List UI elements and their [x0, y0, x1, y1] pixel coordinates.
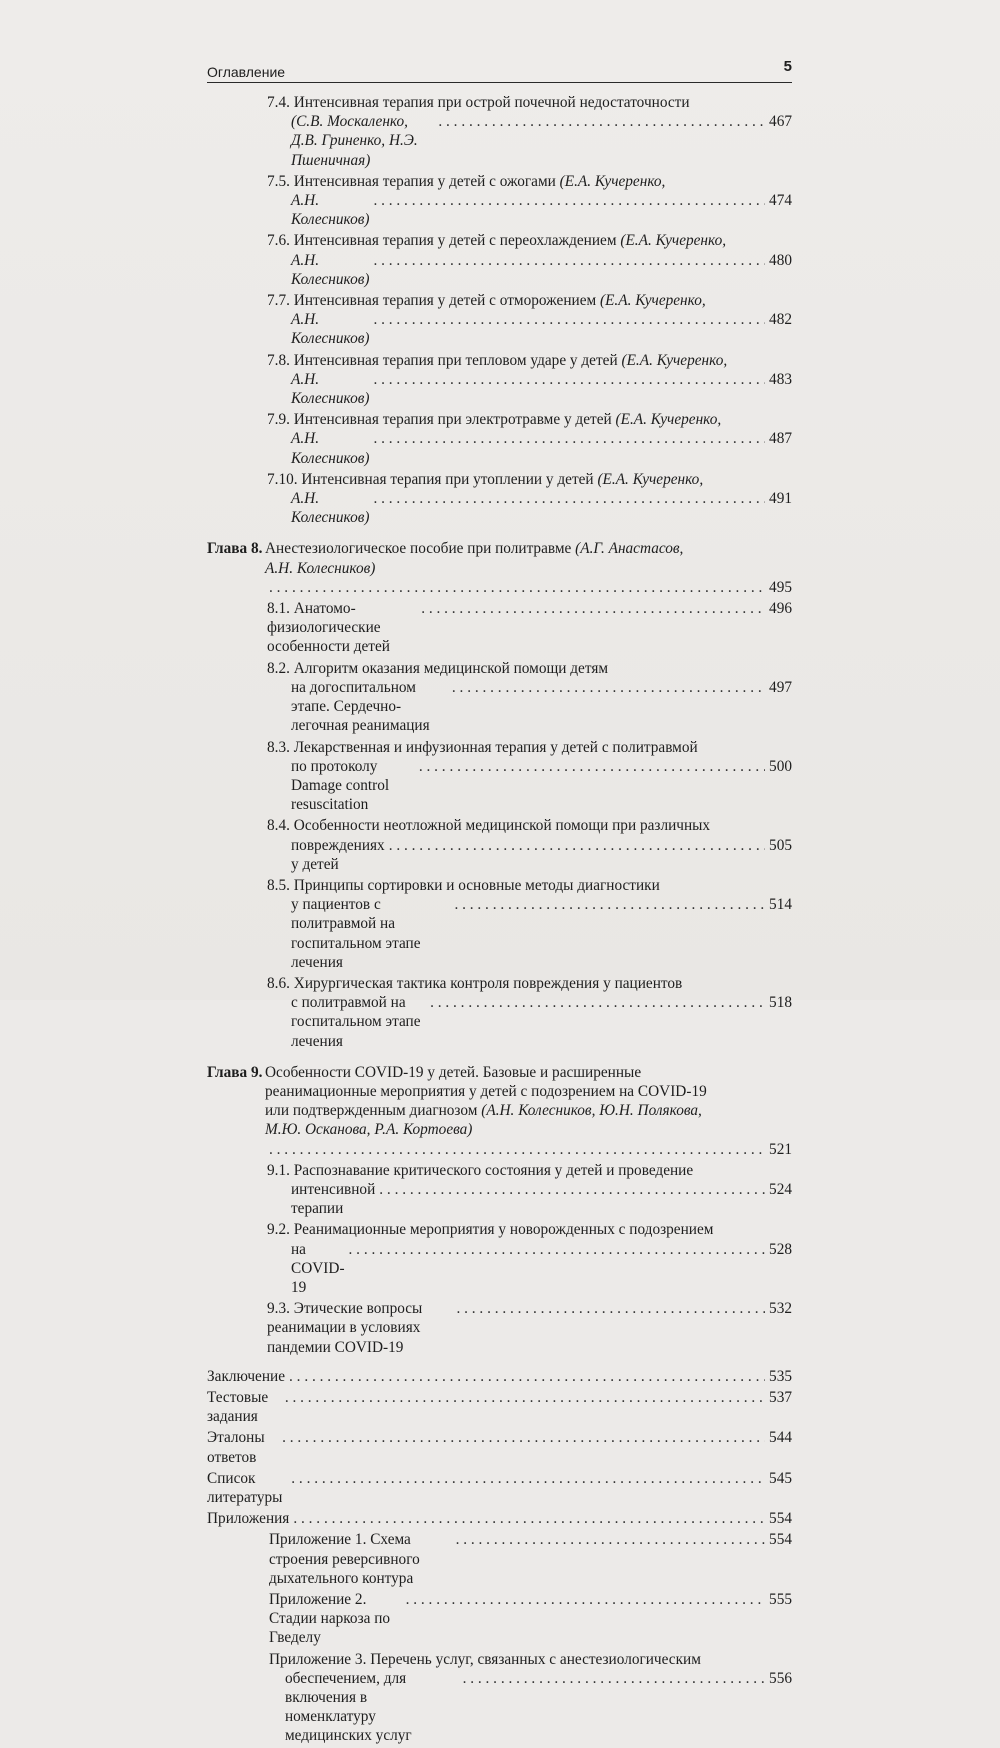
- header-title: Оглавление: [207, 64, 286, 80]
- toc-entry[interactable]: [207, 1428, 792, 1466]
- leader-dots: [454, 895, 765, 914]
- toc-entry-title: А.Н. Колесников): [291, 490, 370, 527]
- toc-entry[interactable]: [207, 1590, 792, 1648]
- leader-dots: [373, 191, 765, 210]
- toc-page-number: 496: [769, 600, 792, 618]
- toc-page-number: 495: [769, 578, 792, 596]
- running-header: [207, 58, 792, 83]
- toc-entry-line: 7.8. Интенсивная терапия при тепловом ударе у детей (Е.А. Кучеренко,: [267, 351, 728, 369]
- toc-entry[interactable]: [207, 539, 792, 597]
- toc-page-number: 544: [769, 1429, 792, 1447]
- leader-dots: [269, 578, 765, 597]
- toc-entry-title: Эталоны ответов: [207, 1429, 265, 1466]
- toc-page-number: 518: [769, 994, 792, 1012]
- toc-page-number: 537: [769, 1389, 792, 1406]
- toc-entry[interactable]: [207, 1530, 792, 1588]
- toc-entry-line: А.Н. Колесников): [265, 559, 376, 577]
- leader-dots: [373, 251, 765, 270]
- toc-entry-line: реанимационные мероприятия у детей с подозрением на COVID-19: [265, 1082, 707, 1100]
- toc-entry[interactable]: [207, 738, 792, 815]
- toc-entry-title: Список литературы: [207, 1469, 283, 1507]
- toc-page-number: 555: [769, 1591, 792, 1609]
- toc-entry[interactable]: [207, 659, 792, 736]
- toc-entry[interactable]: [207, 1650, 792, 1746]
- toc-entry[interactable]: [207, 351, 792, 409]
- toc-page-number: 532: [769, 1300, 792, 1318]
- toc-entry-line: М.Ю. Осканова, Р.А. Кортоева): [265, 1121, 473, 1139]
- leader-dots: [373, 310, 765, 329]
- toc-entry[interactable]: [207, 1220, 792, 1297]
- toc-entry-title: на догоспитальном этапе. Сердечно-легочная реанимация: [291, 678, 430, 735]
- table-of-contents: [207, 93, 792, 1748]
- toc-page-number: 500: [769, 757, 792, 775]
- toc-entry-title: Приложение 1. Схема строения реверсивного дыхательного контура: [269, 1531, 420, 1587]
- leader-dots: [373, 370, 765, 389]
- page-number: 5: [783, 58, 792, 75]
- toc-entry-title: 8.1. Анатомо-физиологические особенности детей: [267, 600, 390, 656]
- toc-entry-line: 7.4. Интенсивная терапия при острой почечной недостаточности: [267, 94, 690, 111]
- leader-dots: [291, 1469, 765, 1488]
- toc-page-number: 487: [769, 430, 792, 448]
- toc-entry-line: 7.6. Интенсивная терапия у детей с переохлаждением (Е.А. Кучеренко,: [267, 232, 727, 250]
- leader-dots: [373, 489, 765, 508]
- toc-entry-line: Анестезиологическое пособие при политравме (А.Г. Анастасов,: [265, 540, 684, 558]
- toc-entry-line: 7.9. Интенсивная терапия при электротравме у детей (Е.А. Кучеренко,: [267, 411, 722, 429]
- leader-dots: [269, 1140, 765, 1159]
- toc-page-number: 467: [769, 113, 792, 131]
- toc-entry[interactable]: [207, 876, 792, 972]
- toc-entry-line: 8.3. Лекарственная и инфузионная терапия у детей с политравмой: [267, 738, 698, 756]
- toc-page-number: 514: [769, 896, 792, 914]
- leader-dots: [456, 1299, 765, 1318]
- leader-dots: [285, 1388, 765, 1407]
- leader-dots: [421, 599, 765, 618]
- toc-page-number: 505: [769, 836, 792, 854]
- chapter-label: Глава 8.: [207, 540, 263, 558]
- toc-page-number: 524: [769, 1180, 792, 1198]
- toc-page-number: 497: [769, 678, 792, 696]
- toc-page-number: 521: [769, 1140, 792, 1158]
- toc-entry[interactable]: [207, 1367, 792, 1386]
- leader-dots: [349, 1240, 766, 1259]
- leader-dots: [463, 1669, 765, 1688]
- toc-entry[interactable]: [207, 410, 792, 468]
- toc-entry-title: по протоколу Damage control resuscitation: [291, 757, 390, 814]
- toc-page-number: 554: [769, 1531, 792, 1549]
- toc-entry[interactable]: [207, 93, 792, 170]
- toc-entry-line: Приложение 3. Перечень услуг, связанных с анестезиологическим: [269, 1650, 701, 1668]
- toc-entry-title: А.Н. Колесников): [291, 311, 370, 348]
- toc-entry-title: у пациентов с политравмой на госпитальном этапе лечения: [291, 896, 421, 971]
- toc-entry[interactable]: [207, 1299, 792, 1357]
- toc-entry-line: 8.2. Алгоритм оказания медицинской помощи детям: [267, 659, 609, 677]
- chapter-label: Глава 9.: [207, 1063, 263, 1081]
- toc-entry-title: А.Н. Колесников): [291, 251, 370, 288]
- leader-dots: [456, 1530, 765, 1549]
- toc-page-number: 545: [769, 1469, 792, 1487]
- leader-dots: [438, 112, 765, 131]
- toc-entry[interactable]: [207, 1161, 792, 1219]
- toc-entry[interactable]: [207, 1063, 792, 1159]
- leader-dots: [282, 1428, 765, 1447]
- toc-entry[interactable]: [207, 1469, 792, 1507]
- toc-page-number: 535: [769, 1367, 792, 1385]
- toc-entry-title: А.Н. Колесников): [291, 370, 370, 408]
- toc-entry[interactable]: [207, 1388, 792, 1426]
- toc-page-number: 556: [769, 1669, 792, 1687]
- leader-dots: [406, 1590, 765, 1609]
- toc-entry-line: Особенности COVID-19 у детей. Базовые и расширенные: [265, 1063, 642, 1081]
- toc-entry-line: 9.2. Реанимационные мероприятия у новорожденных с подозрением: [267, 1221, 714, 1239]
- toc-page-number: 480: [769, 251, 792, 269]
- toc-page-number: 554: [769, 1510, 792, 1528]
- toc-entry-line: 8.6. Хирургическая тактика контроля повреждения у пациентов: [267, 974, 683, 992]
- leader-dots: [430, 993, 765, 1012]
- toc-entry-line: 7.7. Интенсивная терапия у детей с отморожением (Е.А. Кучеренко,: [267, 292, 706, 310]
- toc-entry-title: обеспечением, для включения в номенклатуру медицинских услуг: [285, 1669, 412, 1745]
- toc-entry-line: 7.10. Интенсивная терапия при утоплении у детей (Е.А. Кучеренко,: [267, 470, 704, 488]
- toc-entry[interactable]: [207, 1509, 792, 1528]
- toc-entry-line: 7.5. Интенсивная терапия у детей с ожогами (Е.А. Кучеренко,: [267, 172, 666, 190]
- toc-entry-line: 8.5. Принципы сортировки и основные методы диагностики: [267, 876, 660, 894]
- toc-entry-title: Приложение 2. Стадии наркоза по Гведелу: [269, 1591, 391, 1647]
- toc-entry[interactable]: [207, 172, 792, 230]
- toc-entry-title: (С.В. Москаленко, Д.В. Гриненко, Н.Э. Пшеничная): [291, 113, 418, 169]
- toc-entry-line: 8.4. Особенности неотложной медицинской помощи при различных: [267, 817, 711, 835]
- toc-page-number: 528: [769, 1240, 792, 1258]
- toc-page-number: 482: [769, 311, 792, 329]
- toc-entry-line: 9.1. Распознавание критического состояния у детей и проведение: [267, 1161, 694, 1179]
- toc-entry-title: 9.3. Этические вопросы реанимации в условиях пандемии COVID-19: [267, 1300, 423, 1356]
- toc-entry[interactable]: [207, 599, 792, 657]
- toc-entry-line: или подтвержденным диагнозом (А.Н. Колесников, Ю.Н. Полякова,: [265, 1102, 702, 1120]
- toc-entry-title: повреждениях у детей: [291, 836, 385, 873]
- toc-entry-title: А.Н. Колесников): [291, 192, 370, 229]
- toc-entry-title: Заключение: [207, 1367, 286, 1385]
- toc-entry[interactable]: [207, 470, 792, 528]
- toc-entry-title: Приложения: [207, 1510, 290, 1528]
- leader-dots: [419, 757, 765, 776]
- toc-page-number: 474: [769, 192, 792, 210]
- leader-dots: [289, 1367, 765, 1386]
- toc-entry[interactable]: [207, 231, 792, 289]
- toc-page-number: 483: [769, 370, 792, 388]
- toc-entry-title: интенсивной терапии: [291, 1180, 376, 1218]
- toc-entry[interactable]: [207, 291, 792, 349]
- toc-entry-title: Тестовые задания: [207, 1389, 269, 1426]
- leader-dots: [389, 836, 765, 855]
- toc-page-number: 491: [769, 490, 792, 508]
- leader-dots: [293, 1509, 765, 1528]
- toc-entry[interactable]: [207, 816, 792, 874]
- toc-entry-title: А.Н. Колесников): [291, 430, 370, 467]
- toc-entry-title: с политравмой на госпитальном этапе лечения: [291, 994, 421, 1050]
- leader-dots: [379, 1180, 765, 1199]
- leader-dots: [373, 429, 765, 448]
- leader-dots: [452, 678, 765, 697]
- toc-entry[interactable]: [207, 974, 792, 1051]
- toc-entry-title: на COVID-19: [291, 1240, 345, 1296]
